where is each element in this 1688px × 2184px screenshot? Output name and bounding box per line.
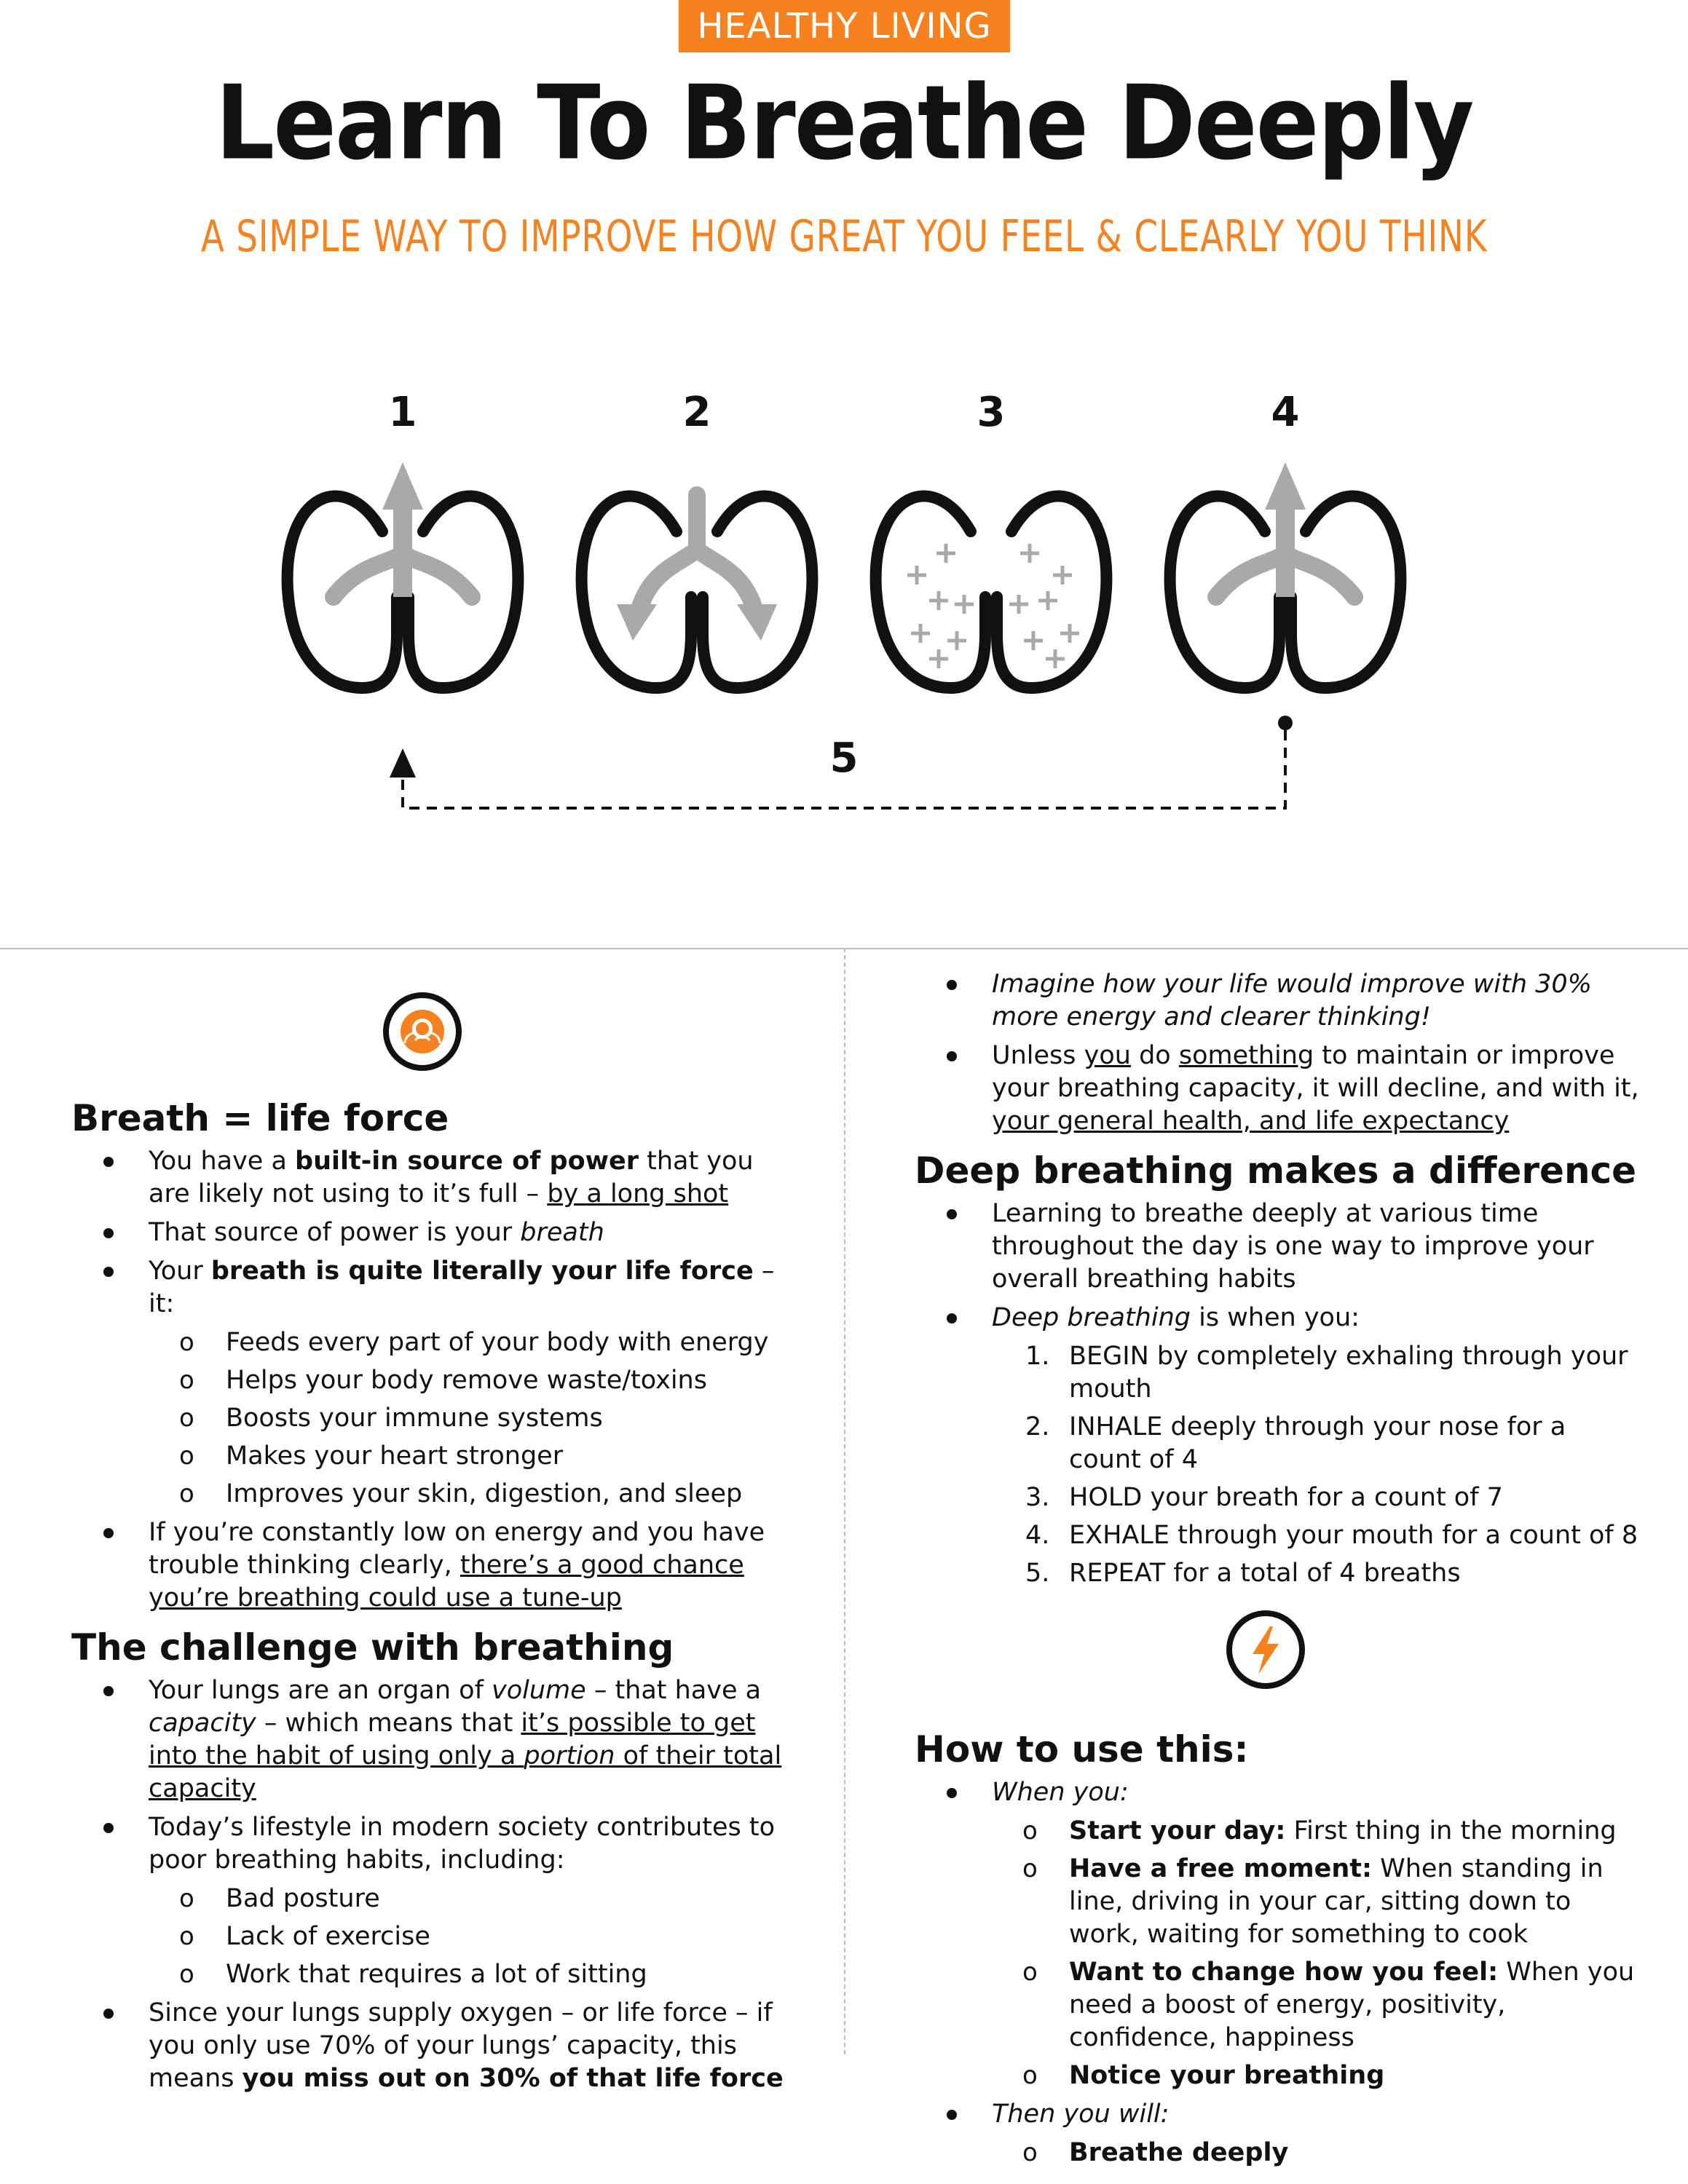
step-number-3: 3: [977, 389, 1006, 436]
list-item: 1. BEGIN by completely exhaling through your mouth: [1025, 1342, 1628, 1404]
list-item: o Have a free moment: When standing in line, driving in your car, sitting down to work, waiting for something to cook: [992, 1853, 1643, 1951]
list-item: Your lungs are an organ of volume – that have a capacity – which means that it’s possible to get into the habit of using only a portion of their total capacity: [71, 1674, 800, 1805]
step-number-2: 2: [682, 389, 711, 436]
challenge-list: [71, 1674, 800, 2095]
list-item: o Start your day: First thing in the morning: [992, 1815, 1643, 1848]
list-item: Imagine how your life would improve with 30% more energy and clearer thinking!: [915, 968, 1643, 1034]
list-item: o Bad posture: [149, 1883, 800, 1915]
page-title: Learn To Breathe Deeply: [215, 63, 1473, 183]
section-heading-life-force: Breath = life force: [71, 1097, 449, 1139]
list-item: If you’re constantly low on energy and you have trouble thinking clearly, there’s a good chance you’re breathing could use a tune-up: [71, 1516, 800, 1615]
list-item: o Lack of exercise: [149, 1920, 800, 1953]
lungs-fill-icon: [582, 495, 813, 688]
energy-icon-row: [915, 1596, 1643, 1720]
list-item: o Makes your heart stronger: [149, 1440, 800, 1473]
list-item: 5. REPEAT for a total of 4 breaths: [1025, 1559, 1461, 1588]
list-item: o Helps your body remove waste/toxins: [149, 1364, 800, 1397]
lightning-bolt-icon: [1226, 1610, 1305, 1689]
right-column: [915, 968, 1643, 2175]
list-item: Then you will: o Breathe deeply: [915, 2098, 1643, 2169]
challenge-sublist: [149, 1883, 800, 1991]
list-item: 4. EXHALE through your mouth for a count of 8: [1025, 1521, 1638, 1550]
step-number-5: 5: [829, 735, 859, 782]
list-item: Since your lungs supply oxygen – or life force – if you only use 70% of your lungs’ capacity, this means you miss out on 30% of that life force: [71, 1997, 800, 2095]
list-item: o Notice your breathing: [992, 2060, 1643, 2092]
life-force-list: [71, 1145, 800, 1615]
column-divider: [844, 948, 845, 2054]
step-number-1: 1: [388, 389, 417, 436]
page-subtitle: A SIMPLE WAY TO IMPROVE HOW GREAT YOU FEEL & CLEARLY YOU THINK: [200, 211, 1488, 262]
list-item: o Feeds every part of your body with energy: [149, 1326, 800, 1359]
list-item: 2. INHALE deeply through your nose for a count of 4: [1025, 1412, 1566, 1474]
then-sublist: [992, 2137, 1643, 2169]
how-to-use-list: [915, 1776, 1643, 2169]
section-heading-challenge: The challenge with breathing: [71, 1626, 674, 1669]
intro-list: [915, 968, 1643, 1138]
list-item: o Boosts your immune systems: [149, 1402, 800, 1435]
list-item: That source of power is your breath: [71, 1216, 800, 1249]
section-heading-deep-breathing: Deep breathing makes a difference: [915, 1150, 1637, 1192]
breathing-steps-list: [992, 1340, 1643, 1590]
list-item: You have a built-in source of power that you are likely not using to it’s full – by a long shot: [71, 1145, 800, 1211]
list-item: o Work that requires a lot of sitting: [149, 1958, 800, 1991]
deep-breathing-list: [915, 1198, 1643, 1590]
person-breathing-icon: [383, 992, 462, 1071]
life-force-sublist: [149, 1326, 800, 1511]
list-item: Learning to breathe deeply at various time throughout the day is one way to improve your overall breathing habits: [915, 1198, 1643, 1296]
breathing-steps-diagram: [0, 379, 1688, 830]
left-column: [71, 1088, 800, 2101]
list-item: o Breathe deeply: [992, 2137, 1643, 2169]
step-number-4: 4: [1271, 389, 1300, 436]
list-item: Your breath is quite literally your life force – it: o Feeds every part of your body with energy o Helps your body remove waste/toxins o Boosts your immune systems o Makes your heart stronger o Improves your skin, digestion, and sleep: [71, 1255, 800, 1511]
lungs-exhale-icon: [1170, 462, 1401, 688]
lungs-hold-icon: [876, 496, 1107, 688]
when-sublist: [992, 1815, 1643, 2092]
list-item: Today’s lifestyle in modern society contributes to poor breathing habits, including: o Bad posture o Lack of exercise o Work that requires a lot of sitting: [71, 1811, 800, 1991]
lungs-inhale-icon: [288, 462, 518, 688]
list-item: o Want to change how you feel: When you need a boost of energy, positivity, confidence, happiness: [992, 1956, 1643, 2054]
section-heading-how-to-use: How to use this:: [915, 1728, 1249, 1770]
list-item: o Improves your skin, digestion, and sleep: [149, 1478, 800, 1511]
list-item: 3. HOLD your breath for a count of 7: [1025, 1483, 1503, 1512]
list-item: Deep breathing is when you: 1. BEGIN by completely exhaling through your mouth 2. INHALE deeply through your nose for a count of 4 3. HOLD your breath for a count of 7 4. EXHALE through your mouth for a count of 8 5. REPEAT for a total of 4 breaths: [915, 1302, 1643, 1590]
list-item: Unless you do something to maintain or improve your breathing capacity, it will decline, and with it, your general health, and life expectancy: [915, 1040, 1643, 1138]
list-item: When you: o Start your day: First thing in the morning o Have a free moment: When standing in line, driving in your car, sitting down to work, waiting for something to cook o Want to change how you feel: When you need a boost of energy, positivity, confidence, happiness o Notice your breathing: [915, 1776, 1643, 2092]
category-tag: HEALTHY LIVING: [679, 0, 1010, 52]
